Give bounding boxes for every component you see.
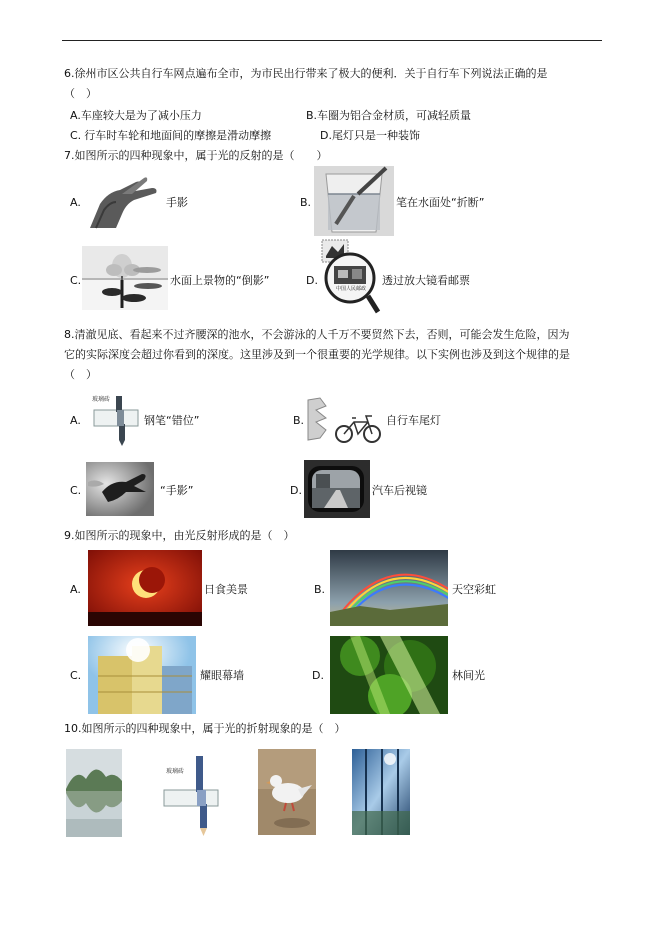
option-label: D. — [320, 129, 332, 142]
q9-option-b-text: 天空彩虹 — [452, 583, 496, 596]
q7-option-c-text: 水面上景物的“倒影” — [170, 274, 270, 287]
q9-forest-light-image — [330, 636, 448, 714]
option-label: A. — [70, 109, 81, 122]
q8-bike-taillight-image — [306, 396, 384, 446]
q8-option-c-label[interactable]: C. — [70, 484, 82, 497]
q8-option-b-text: 自行车尾灯 — [386, 414, 441, 427]
q8-pen-glass-image — [86, 394, 142, 446]
q8-option-b-label[interactable]: B. — [293, 414, 305, 427]
q7-stem: 7.如图所示的四种现象中，属于光的反射的是（ ） — [64, 149, 328, 162]
q7-option-b-label[interactable]: B. — [300, 196, 312, 209]
q9-curtain-wall-image — [88, 636, 196, 714]
q9-option-a-text: 日食美景 — [204, 583, 248, 596]
q10-stem: 10.如图所示的四种现象中，属于光的折射现象的是（ ） — [64, 722, 346, 735]
q6-stem: 6.徐州市区公共自行车网点遍布全市，为市民出行带来了极大的便利．关于自行车下列说法正确的是 — [64, 67, 548, 80]
q9-rainbow-image — [330, 550, 448, 626]
q9-stem: 9.如图所示的现象中，由光反射形成的是（ ） — [64, 529, 295, 542]
q7-option-d-label[interactable]: D. — [306, 274, 318, 287]
option-text: 车座较大是为了减小压力 — [80, 109, 202, 122]
q7-option-c-label[interactable]: C. — [70, 274, 82, 287]
q9-option-c-label[interactable]: C. — [70, 669, 82, 682]
q10-lake-reflection-image[interactable] — [66, 749, 122, 837]
header-rule — [62, 40, 602, 41]
option-text: 车圈为铝合金材质，可减轻质量 — [317, 109, 472, 122]
q8-paren: （ ） — [64, 368, 97, 381]
q7-magnifier-stamp-image — [318, 236, 382, 316]
q7-option-a-text: 手影 — [166, 196, 188, 209]
q6-option-a[interactable] — [70, 108, 202, 124]
q10-glass-building-image[interactable] — [352, 749, 410, 835]
q8-stem-line2: 它的实际深度会超过你看到的深度。这里涉及到一个很重要的光学规律。以下实例也涉及到这个规律的是 — [64, 348, 570, 361]
q8-stem-line1: 8.清澈见底、看起来不过齐腰深的池水，不会游泳的人千万不要贸然下去，否则，可能会发生危险，因为 — [64, 328, 570, 341]
q7-pencil-water-image — [314, 166, 394, 236]
option-text: 行车时车轮和地面间的摩擦是滑动摩擦 — [84, 129, 272, 142]
q9-option-a-label[interactable]: A. — [70, 583, 81, 596]
q6-option-c[interactable] — [70, 128, 271, 144]
q8-hand-shadow-image — [86, 462, 154, 516]
q9-option-d-label[interactable]: D. — [312, 669, 324, 682]
q7-option-d-text: 透过放大镜看邮票 — [382, 274, 470, 287]
q9-eclipse-image — [88, 550, 202, 626]
q8-option-d-label[interactable]: D. — [290, 484, 302, 497]
q6-option-d[interactable] — [320, 128, 420, 144]
option-label: B. — [306, 109, 318, 122]
q9-option-b-label[interactable]: B. — [314, 583, 326, 596]
q7-reflection-image — [82, 246, 168, 310]
stamp-text: 中国人民邮政 — [335, 286, 366, 292]
q6-option-b[interactable] — [306, 108, 471, 124]
q8-car-mirror-image — [304, 460, 370, 518]
q7-option-b-text: 笔在水面处“折断” — [396, 196, 485, 209]
q9-option-c-text: 耀眼幕墙 — [200, 669, 244, 682]
q10-pencil-glass-image[interactable] — [160, 752, 220, 836]
option-text: 尾灯只是一种装饰 — [331, 129, 420, 142]
option-label: C. — [70, 129, 82, 142]
q10-dove-shadow-image[interactable] — [258, 749, 316, 835]
q8-option-c-text: “手影” — [160, 484, 194, 497]
q6-paren: （ ） — [64, 87, 97, 100]
q7-option-a-label[interactable]: A. — [70, 196, 81, 209]
q7-hand-shadow-image — [86, 174, 164, 230]
q8-option-a-label[interactable]: A. — [70, 414, 81, 427]
glass-label: 玻璃砖 — [166, 768, 185, 775]
q9-option-d-text: 林间光 — [452, 669, 485, 682]
q8-option-a-text: 钢笔“错位” — [144, 414, 200, 427]
q8-option-d-text: 汽车后视镜 — [372, 484, 427, 497]
glass-label: 玻璃砖 — [92, 396, 111, 403]
